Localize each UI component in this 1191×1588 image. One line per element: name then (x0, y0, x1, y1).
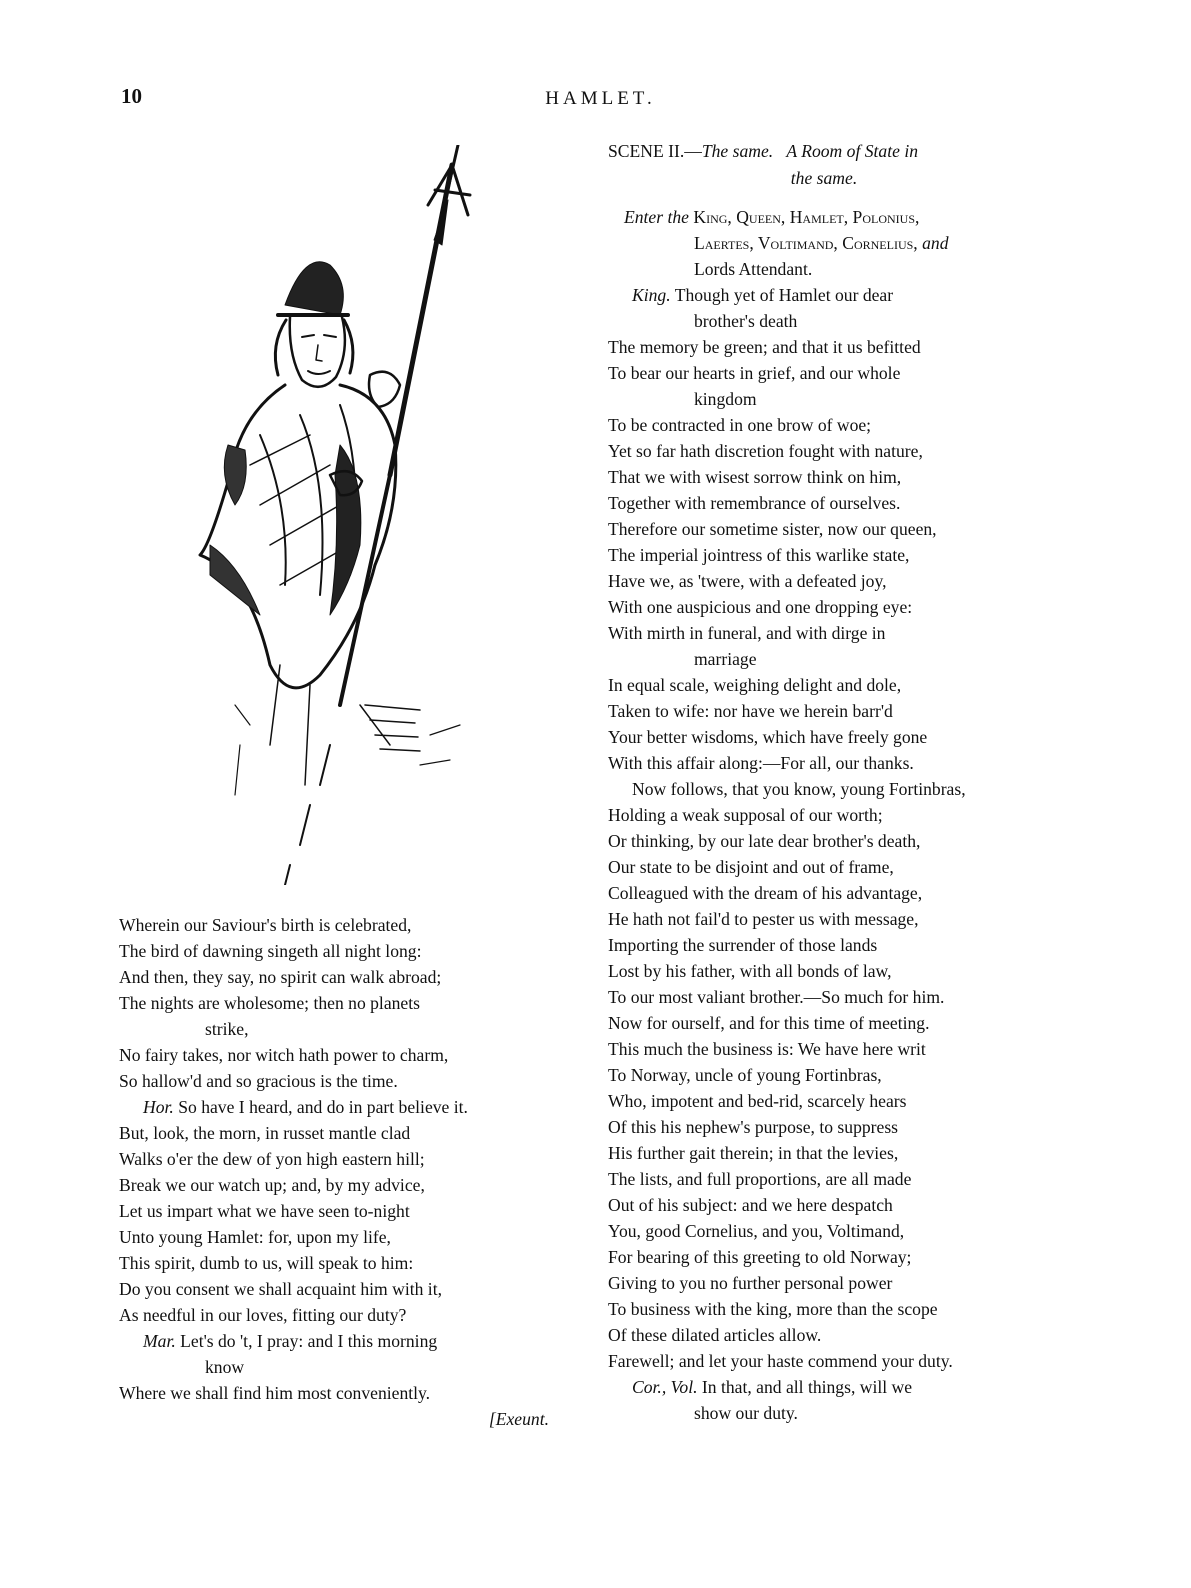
exit-direction: [Exeunt. (488, 1409, 549, 1429)
verse-line-continuation: marriage (694, 649, 757, 669)
scene-heading-line (608, 138, 1040, 165)
verse-line: Or thinking, by our late dear brother's death, (608, 831, 921, 851)
verse-line: As needful in our loves, fitting our duty? (119, 1305, 407, 1325)
verse-line: For bearing of this greeting to old Norway; (608, 1247, 912, 1267)
verse-line: Yet so far hath discretion fought with nature, (608, 441, 923, 461)
left-column (119, 912, 555, 1432)
verse-line: The nights are wholesome; then no planets (119, 993, 420, 1013)
verse-line: Do you consent we shall acquaint him with it, (119, 1279, 442, 1299)
running-title: HAMLET. (545, 88, 656, 109)
verse-line: Break we our watch up; and, by my advice, (119, 1175, 425, 1195)
verse-line: Now for ourself, and for this time of meeting. (608, 1013, 930, 1033)
verse-line: You, good Cornelius, and you, Voltimand, (608, 1221, 905, 1241)
scene-place-b: A Room of State in (786, 141, 919, 161)
verse-line: To bear our hearts in grief, and our whole (608, 363, 901, 383)
stage-direction (608, 204, 1040, 282)
verse-line-continuation: kingdom (694, 389, 757, 409)
verse-line: To Norway, uncle of young Fortinbras, (608, 1065, 882, 1085)
page-number: 10 (121, 84, 142, 108)
verse-line: He hath not fail'd to pester us with message, (608, 909, 919, 929)
verse-line: Colleagued with the dream of his advantage, (608, 883, 923, 903)
verse-line: Let us impart what we have seen to-night (119, 1201, 410, 1221)
verse-line-continuation: brother's death (694, 311, 798, 331)
speech-cornelius-voltimand (608, 1374, 1040, 1400)
verse-line-continuation: strike, (205, 1019, 249, 1039)
verse-line: Farewell; and let your haste commend your duty. (608, 1351, 953, 1371)
speech-horatio (119, 1094, 555, 1120)
verse-line: Wherein our Saviour's birth is celebrated, (119, 915, 412, 935)
speaker-cor-vol: Cor., Vol. (632, 1377, 698, 1397)
stage-names: Lords Attendant. (694, 259, 813, 279)
verse-line: And then, they say, no spirit can walk abroad; (119, 967, 442, 987)
verse-line: Have we, as 'twere, with a defeated joy, (608, 571, 887, 591)
stage-and: and (922, 233, 949, 253)
verse-line: Of these dilated articles allow. (608, 1325, 822, 1345)
stage-enter: Enter the (624, 207, 689, 227)
guard-illustration (190, 145, 480, 885)
verse-line: But, look, the morn, in russet mantle clad (119, 1123, 411, 1143)
verse-line: The lists, and full proportions, are all made (608, 1169, 912, 1189)
verse-line: In equal scale, weighing delight and dole, (608, 675, 902, 695)
verse-line: His further gait therein; in that the levies, (608, 1143, 899, 1163)
verse-line: So hallow'd and so gracious is the time. (119, 1071, 398, 1091)
verse-line: In that, and all things, will we (701, 1377, 913, 1397)
stage-names: King, Queen, Hamlet, Polonius, (693, 207, 920, 227)
verse-line: This much the business is: We have here writ (608, 1039, 926, 1059)
verse-line: Our state to be disjoint and out of frame, (608, 857, 894, 877)
verse-line: Now follows, that you know, young Fortinbras, (632, 779, 966, 799)
verse-line: With this affair along:—For all, our thanks. (608, 753, 914, 773)
verse-line: Of this his nephew's purpose, to suppress (608, 1117, 899, 1137)
verse-line: Your better wisdoms, which have freely gone (608, 727, 928, 747)
scene-place-a: The same. (701, 141, 774, 161)
scene-place-c: the same. (790, 168, 858, 188)
verse-line: Therefore our sometime sister, now our queen, (608, 519, 937, 539)
verse-line: Taken to wife: nor have we herein barr'd (608, 701, 893, 721)
scene-heading (608, 138, 1040, 192)
speaker-horatio: Hor. (143, 1097, 174, 1117)
stage-names: Laertes, Voltimand, Cornelius, (694, 233, 918, 253)
verse-line: With one auspicious and one dropping eye: (608, 597, 913, 617)
right-column (608, 138, 1040, 1426)
scene-label: SCENE II.— (608, 141, 702, 161)
verse-line-continuation: know (205, 1357, 245, 1377)
verse-line: To business with the king, more than the scope (608, 1299, 938, 1319)
verse-line: Walks o'er the dew of yon high eastern hill; (119, 1149, 425, 1169)
verse-line: Where we shall find him most conveniently. (119, 1383, 431, 1403)
verse-line: Unto young Hamlet: for, upon my life, (119, 1227, 391, 1247)
verse-line: The imperial jointress of this warlike state, (608, 545, 910, 565)
exit-text: Exeunt. (495, 1409, 549, 1429)
speaker-king: King. (632, 285, 671, 305)
verse-line: With mirth in funeral, and with dirge in (608, 623, 886, 643)
verse-line: That we with wisest sorrow think on him, (608, 467, 902, 487)
speaker-marcellus: Mar. (143, 1331, 176, 1351)
verse-line: Out of his subject: and we here despatch (608, 1195, 893, 1215)
verse-line: To be contracted in one brow of woe; (608, 415, 872, 435)
verse-line: Let's do 't, I pray: and I this morning (180, 1331, 438, 1351)
speech-king (608, 282, 1040, 308)
verse-line-continuation: show our duty. (694, 1403, 798, 1423)
verse-line: Though yet of Hamlet our dear (674, 285, 894, 305)
verse-line: To our most valiant brother.—So much for him. (608, 987, 945, 1007)
verse-line: This spirit, dumb to us, will speak to him: (119, 1253, 414, 1273)
verse-line: Holding a weak supposal of our worth; (608, 805, 883, 825)
verse-line: So have I heard, and do in part believe it. (178, 1097, 468, 1117)
verse-line: Lost by his father, with all bonds of law, (608, 961, 892, 981)
verse-line: Giving to you no further personal power (608, 1273, 893, 1293)
verse-line: Importing the surrender of those lands (608, 935, 878, 955)
verse-line: Together with remembrance of ourselves. (608, 493, 901, 513)
verse-line: The memory be green; and that it us befitted (608, 337, 921, 357)
verse-line: Who, impotent and bed-rid, scarcely hears (608, 1091, 907, 1111)
speech-marcellus (119, 1328, 555, 1354)
verse-line: No fairy takes, nor witch hath power to charm, (119, 1045, 449, 1065)
verse-line: The bird of dawning singeth all night long: (119, 941, 422, 961)
